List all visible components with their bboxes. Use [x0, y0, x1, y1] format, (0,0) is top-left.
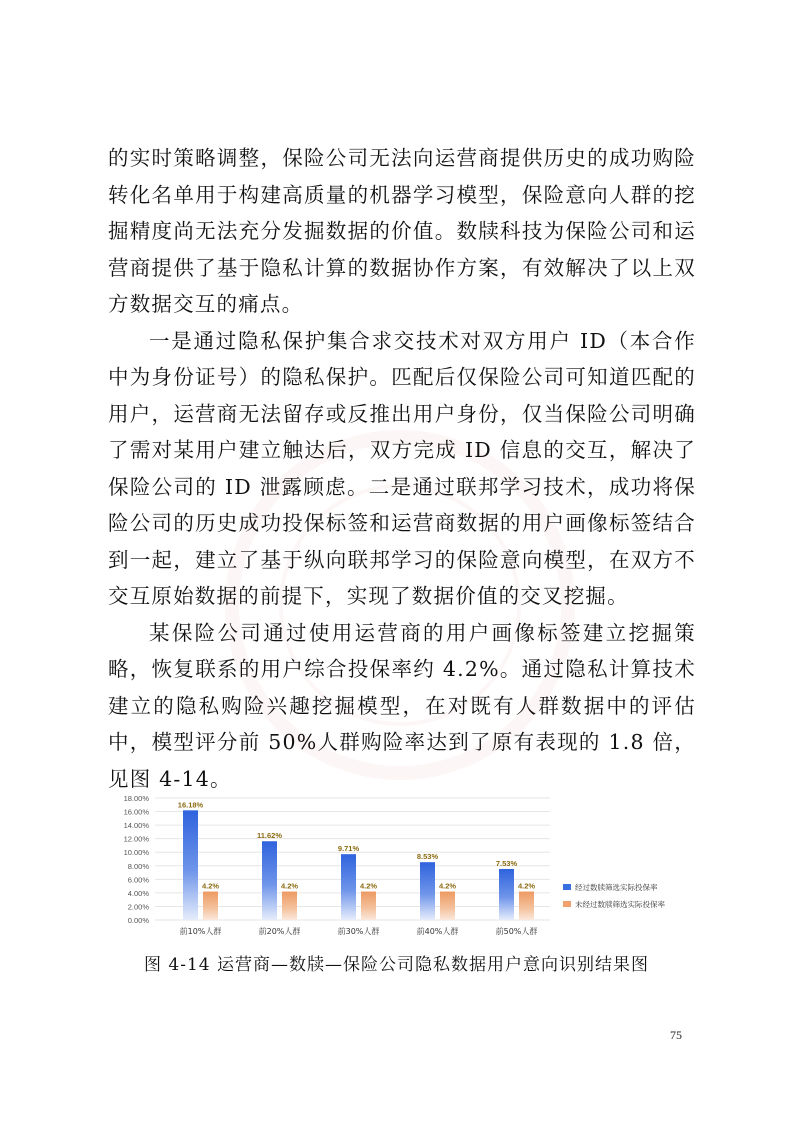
- y-tick-label: 12.00%: [123, 834, 149, 844]
- data-label: 16.18%: [177, 800, 204, 810]
- data-label: 4.2%: [359, 881, 378, 891]
- data-label: 9.71%: [337, 844, 360, 854]
- y-tick-label: 4.00%: [127, 888, 149, 898]
- legend-label: 未经过数牍筛选实际投保率: [575, 900, 665, 909]
- y-tick-label: 14.00%: [123, 821, 149, 831]
- y-tick-label: 2.00%: [127, 902, 149, 912]
- data-label: 11.62%: [256, 831, 283, 841]
- bars: [183, 810, 534, 920]
- legend-label: 经过数牍筛选实际投保率: [575, 883, 658, 892]
- legend-swatch: [563, 901, 571, 907]
- data-labels: [178, 800, 536, 890]
- data-label: 7.53%: [495, 858, 518, 868]
- bar: [519, 892, 534, 920]
- page-number: 75: [670, 1028, 682, 1042]
- legend: [563, 882, 665, 909]
- y-axis-ticks: [124, 794, 150, 925]
- y-tick-label: 10.00%: [123, 848, 149, 858]
- paragraph-1: 的实时策略调整，保险公司无法向运营商提供历史的成功购险转化名单用于构建高质量的机器学习模型，保险意向人群的挖掘精度尚无法充分发掘数据的价值。数牍科技为保险公司和运营商提供了基于隐私计算的数据协作方案，有效解决了以上双方数据交互的痛点。: [108, 146, 696, 316]
- x-tick-label: 前20%人群: [258, 927, 301, 936]
- x-axis-ticks: [180, 926, 538, 936]
- legend-swatch: [563, 884, 571, 890]
- x-tick-label: 前10%人群: [179, 927, 222, 936]
- y-tick-label: 18.00%: [123, 794, 149, 803]
- y-tick-label: 6.00%: [127, 875, 149, 885]
- bar: [499, 869, 514, 920]
- bar: [420, 862, 435, 920]
- bar: [203, 892, 218, 920]
- paragraph-2: 一是通过隐私保护集合求交技术对双方用户 ID（本合作中为身份证号）的隐私保护。匹配后仅保险公司可知道匹配的用户，运营商无法留存或反推出用户身份，仅当保险公司明确了需对某用户建立触达后，双方完成 ID 信息的交互，解决了保险公司的 ID 泄露顾虑。二是通过联邦学习技术，成功将保险公司的历史成功投保标签和运营商数据的用户画像标签结合到一起，建立了基于纵向联邦学习的保险意向模型，在双方不交互原始数据的前提下，实现了数据价值的交叉挖掘。: [108, 328, 696, 608]
- bar: [282, 892, 297, 920]
- x-tick-label: 前50%人群: [495, 927, 538, 936]
- figure-caption: 图 4-14 运营商—数牍—保险公司隐私数据用户意向识别结果图: [144, 955, 649, 975]
- data-label: 4.2%: [438, 881, 457, 891]
- paragraph-3: 某保险公司通过使用运营商的用户画像标签建立挖掘策略，恢复联系的用户综合投保率约 4.2%。通过隐私计算技术建立的隐私购险兴趣挖掘模型，在对既有人群数据中的评估中，模型评分前 50%人群购险率达到了原有表现的 1.8 倍，见图 4-14。: [108, 620, 696, 791]
- y-tick-label: 8.00%: [127, 861, 149, 871]
- y-tick-label: 0.00%: [127, 916, 149, 925]
- data-label: 8.53%: [416, 852, 439, 862]
- chart-svg: [115, 790, 695, 940]
- x-tick-label: 前40%人群: [416, 927, 459, 936]
- bar-chart: [115, 790, 695, 940]
- bar: [262, 841, 277, 920]
- bar: [341, 854, 356, 920]
- bar: [183, 810, 198, 920]
- y-tick-label: 16.00%: [123, 807, 149, 817]
- data-label: 4.2%: [201, 881, 220, 891]
- body-text: [108, 140, 696, 797]
- bar: [361, 892, 376, 920]
- data-label: 4.2%: [517, 881, 536, 891]
- bar: [440, 892, 455, 920]
- x-tick-label: 前30%人群: [337, 927, 380, 936]
- data-label: 4.2%: [280, 881, 299, 891]
